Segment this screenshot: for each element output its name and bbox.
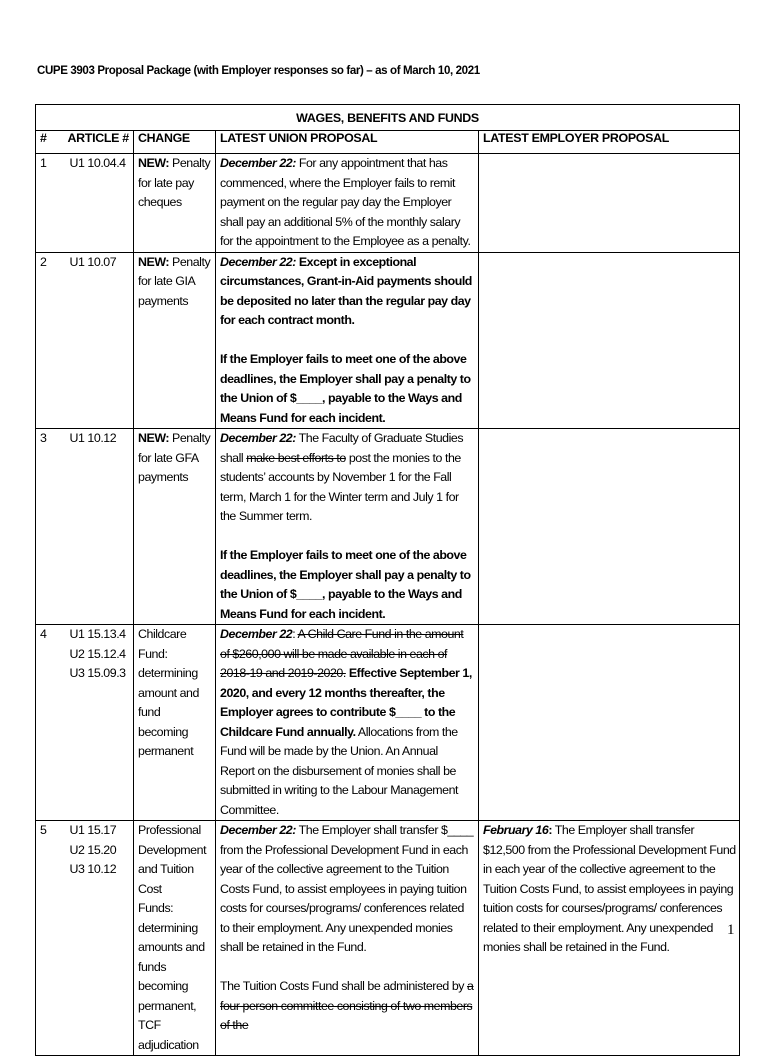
- article-cell: [64, 252, 134, 429]
- new-tag: NEW:: [138, 156, 170, 170]
- penalty-clause: If the Employer fails to meet one of the above deadlines, the Employer shall pay a penalty to the Union of $____, payable to the Ways and Means Fund for each incident.: [220, 548, 471, 621]
- row-number: 4: [36, 625, 64, 821]
- change-cell: [134, 821, 216, 1056]
- change-line: cheques: [138, 195, 182, 209]
- col-header-change: CHANGE: [134, 131, 216, 154]
- table-row: [36, 429, 740, 625]
- change-line: determining: [138, 920, 198, 935]
- table-row: [36, 821, 740, 1056]
- struck-text: A Child Care Fund in the amount of $260,000 will be made available in each of 2018-19 and 2019-2020.: [220, 627, 464, 680]
- change-line: determining: [138, 666, 198, 680]
- date-colon: :: [292, 627, 298, 641]
- employer-proposal-cell: [479, 429, 740, 625]
- row-number: 2: [36, 252, 64, 429]
- article-ref: U3 15.09.3: [69, 666, 126, 680]
- article-cell: [64, 429, 134, 625]
- change-line: for late GIA: [138, 274, 196, 288]
- change-line: Development: [138, 842, 207, 857]
- change-line: Funds:: [138, 901, 174, 915]
- header-row: [36, 131, 740, 154]
- article-ref: U1 10.04.4: [69, 156, 126, 170]
- date-colon: :: [548, 823, 552, 837]
- proposal-table: [35, 104, 740, 1056]
- penalty-clause: If the Employer fails to meet one of the above deadlines, the Employer shall pay a penalty to the Union of $____, payable to the Ways and Means Fund for each incident.: [220, 352, 471, 425]
- union-proposal-cell: [216, 625, 479, 821]
- proposal-text: The Employer shall transfer $12,500 from the Professional Development Fund in each year of the collective agreement to the Tuition Costs Fund, to assist employees in paying tuition costs for courses/programs/ conferences related to their employment. Any unexpended monies shall be retained in the Fund.: [483, 823, 736, 954]
- change-line: amounts and: [138, 940, 205, 954]
- article-ref: U2 15.12.4: [69, 646, 126, 661]
- change-cell: [134, 154, 216, 253]
- col-header-num: #: [36, 131, 64, 154]
- change-line: amount and: [138, 685, 199, 700]
- change-line: adjudication: [138, 1037, 199, 1052]
- change-line: funds becoming: [138, 959, 189, 993]
- section-heading: WAGES, BENEFITS AND FUNDS: [36, 105, 740, 131]
- row-number: 1: [36, 154, 64, 253]
- col-header-union: LATEST UNION PROPOSAL: [216, 131, 479, 154]
- union-proposal-cell: [216, 429, 479, 625]
- change-line: payments: [138, 293, 189, 308]
- proposal-text: Allocations from the Fund will be made by the Union. An Annual Report on the disbursement of monies shall be submitted in writing to the Labour Management Committee.: [220, 724, 459, 817]
- proposal-text: The Employer shall transfer $____ from the Professional Development Fund in each year of the collective agreement to the Tuition Costs Fund, to assist employees in paying tuition costs for courses/programs/ conferences related to their employment. Any unexpended monies shall be retained in the Fund.: [220, 823, 474, 954]
- union-proposal-cell: [216, 252, 479, 429]
- employer-proposal-cell: [479, 625, 740, 821]
- article-cell: [64, 154, 134, 253]
- employer-proposal-cell: [479, 252, 740, 429]
- change-line: payments: [138, 470, 189, 484]
- proposal-text: The Faculty of Graduate Studies shall: [220, 431, 464, 465]
- document-title: CUPE 3903 Proposal Package (with Employer responses so far) – as of March 10, 2021: [37, 63, 480, 77]
- proposal-text: post the monies to the students’ accounts by November 1 for the Fall term, March 1 for the Winter term and July 1 for the Summer term.: [220, 450, 461, 523]
- union-proposal-cell: [216, 821, 479, 1056]
- union-proposal-cell: [216, 154, 479, 253]
- col-header-employer: LATEST EMPLOYER PROPOSAL: [479, 131, 740, 154]
- row-number: 5: [36, 821, 64, 1056]
- col-header-article: ARTICLE #: [64, 131, 134, 154]
- table-row: [36, 154, 740, 253]
- change-line: Penalty: [169, 156, 211, 170]
- change-line: permanent, TCF: [138, 998, 197, 1032]
- proposal-date: December 22: [220, 627, 293, 641]
- proposal-date: February 16: [483, 823, 549, 837]
- article-ref: U1 15.17: [69, 823, 117, 837]
- change-line: for late GFA: [138, 450, 199, 465]
- article-ref: U1 10.07: [69, 254, 117, 269]
- table-row: [36, 625, 740, 821]
- new-tag: NEW:: [138, 431, 170, 445]
- change-line: Penalty: [169, 254, 211, 269]
- change-line: for late pay: [138, 175, 194, 190]
- change-cell: [134, 625, 216, 821]
- change-line: Penalty: [169, 431, 211, 445]
- article-cell: [64, 625, 134, 821]
- struck-text: a four person committee consisting of two members of the: [220, 979, 474, 1032]
- proposal-text-bold: Except in exceptional circumstances, Grant-in-Aid payments should be deposited no later than the regular pay day for each contract month.: [220, 254, 472, 327]
- change-line: Professional: [138, 823, 201, 837]
- article-ref: U1 10.12: [69, 431, 117, 445]
- table-row: [36, 252, 740, 429]
- article-ref: U1 15.13.4: [69, 627, 126, 641]
- struck-text: make best efforts to: [246, 450, 346, 465]
- proposal-text-bold: Effective September 1, 2020, and every 12 months thereafter, the Employer agrees to contribute $____ to the Childcare Fund annually.: [220, 666, 472, 739]
- new-tag: NEW:: [138, 254, 170, 269]
- change-line: Childcare Fund:: [138, 627, 187, 661]
- section-row: [36, 105, 740, 131]
- change-cell: [134, 429, 216, 625]
- change-line: fund becoming: [138, 705, 189, 739]
- article-ref: U2 15.20: [69, 842, 117, 857]
- proposal-date: December 22:: [220, 254, 296, 269]
- employer-proposal-cell: [479, 154, 740, 253]
- article-ref: U3 10.12: [69, 862, 117, 876]
- change-line: permanent: [138, 744, 194, 758]
- proposal-date: December 22:: [220, 156, 296, 170]
- proposal-date: December 22:: [220, 823, 296, 837]
- proposal-date: December 22:: [220, 431, 296, 445]
- employer-proposal-cell: [479, 821, 740, 1056]
- row-number: 3: [36, 429, 64, 625]
- article-cell: [64, 821, 134, 1056]
- proposal-text: For any appointment that has commenced, where the Employer fails to remit payment on the regular pay day the Employer shall pay an additional 5% of the monthly salary for the appointment to the Employee as a penalty.: [220, 156, 471, 248]
- page-number: 1: [727, 922, 735, 938]
- change-cell: [134, 252, 216, 429]
- proposal-text: The Tuition Costs Fund shall be administered by: [220, 979, 468, 993]
- change-line: and Tuition Cost: [138, 862, 194, 896]
